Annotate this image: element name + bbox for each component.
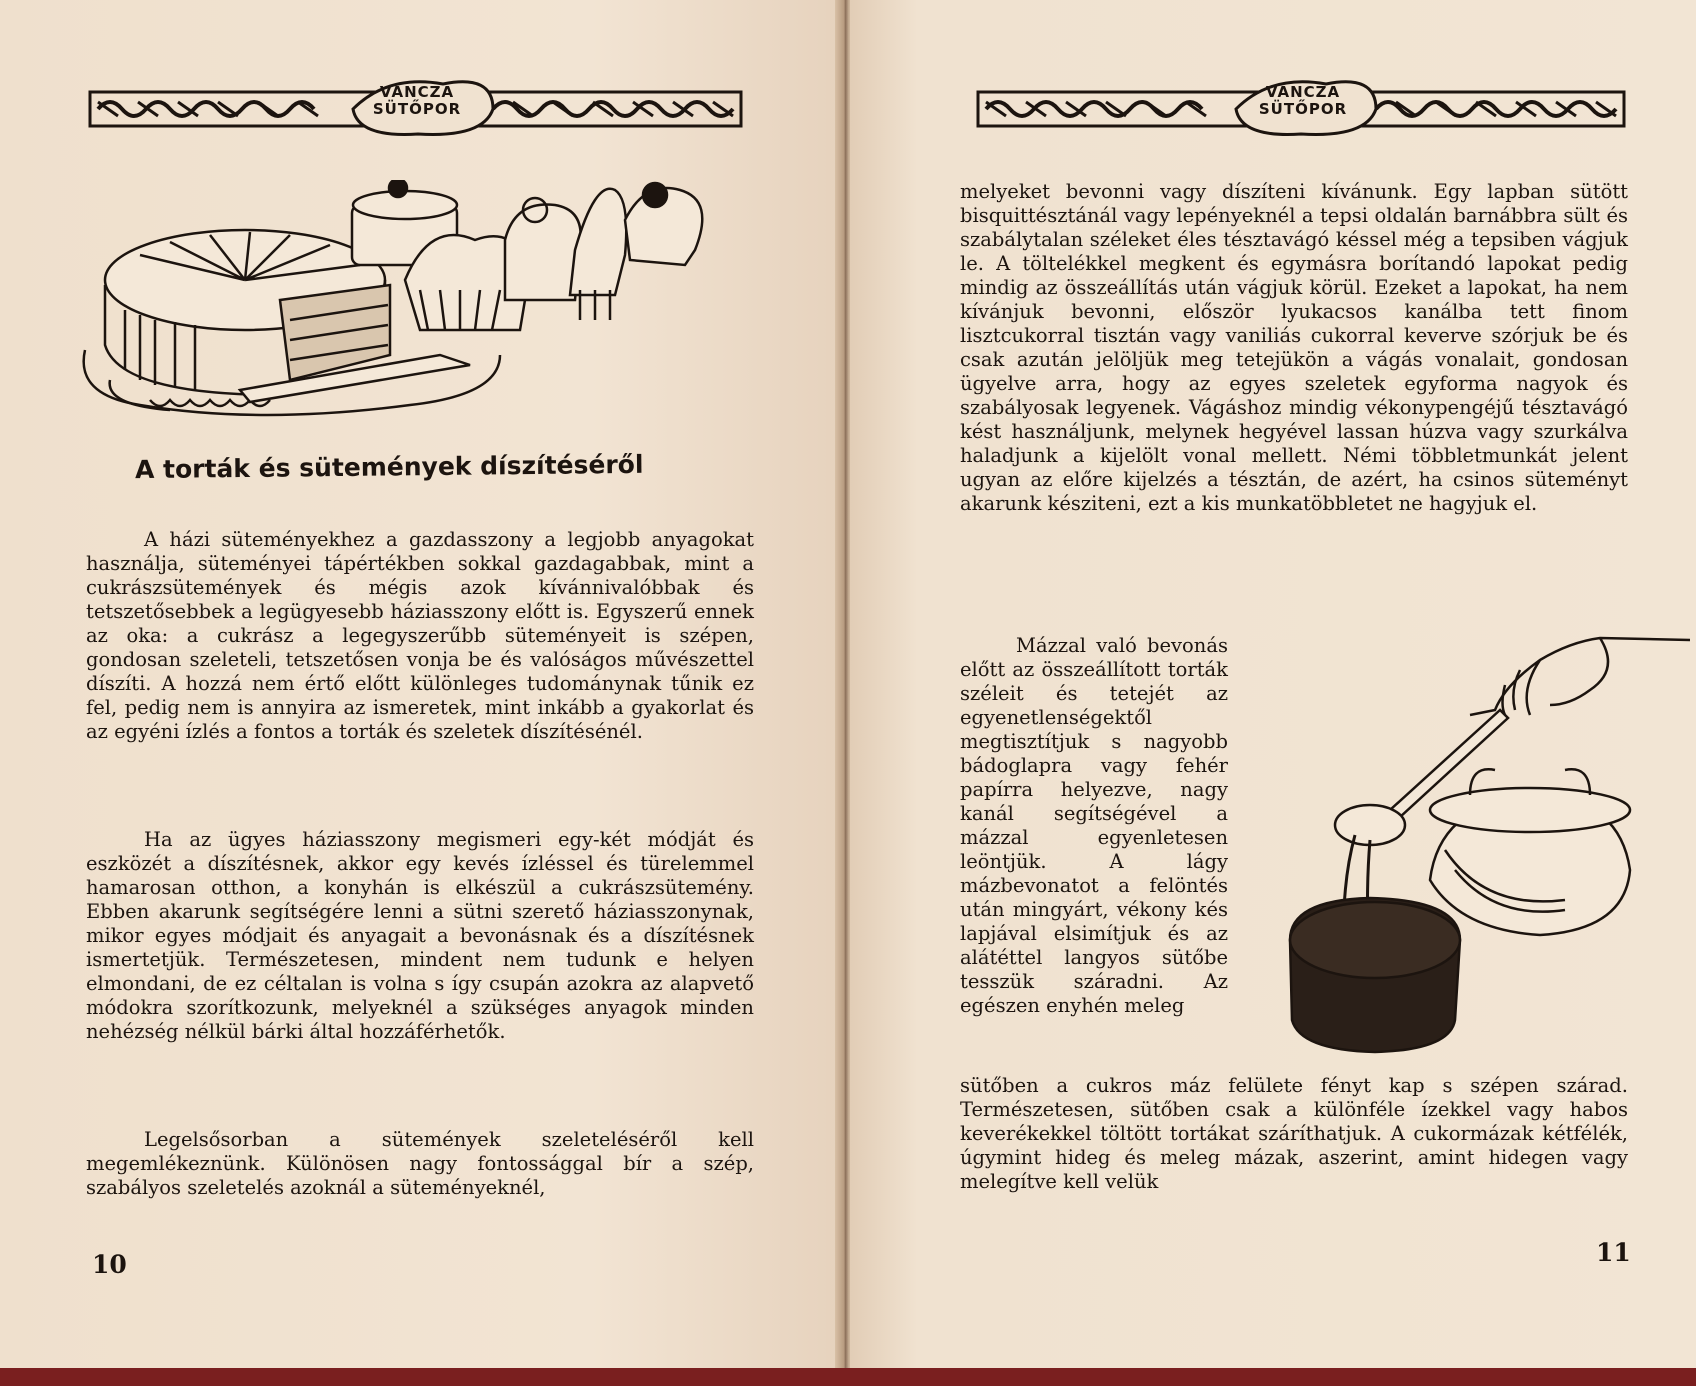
left-page bbox=[0, 0, 845, 1372]
paragraph-side: Mázzal való bevonás előtt az összeállított torták széleit és tetejét az egyenetlenségektől megtisztítjuk s nagyobb bádoglapra vagy fehér papírra helyezve, nagy kanál segítségével a mázzal egyenletesen leöntjük. A lágy mázbevonatot a felöntés után mingyárt, vékony kés lapjával elsimítjuk és az alátéttel langyos sütőbe tesszük száradni. Az egészen enyhén meleg bbox=[960, 634, 1228, 1017]
banner-logo-text bbox=[1244, 84, 1362, 118]
cakes-illustration bbox=[80, 180, 750, 425]
page-number-right: 11 bbox=[1596, 1238, 1631, 1267]
logo-line-1: VÁNCZA bbox=[379, 83, 455, 101]
paragraph-bottom: sütőben a cukros máz felülete fényt kap s szépen szárad. Természetesen, sütőben csak a különféle ízekkel vagy habos keverékekkel töltött tortákat száríthatjuk. A cukormázak kétfélék, úgymint hideg és meleg mázak, aszerint, amint hidegen vagy melegítve kell velük bbox=[960, 1074, 1628, 1193]
paragraph-2: Ha az ügyes háziasszony megismeri egy-két módját és eszközét a díszítésnek, akkor egy kevés ízléssel és türelemmel hamarosan otthon, a konyhán is elkészül a cukrászsütemény. Ebben akarunk segítségére lenni a sütni szerető háziasszonynak, mikor egyes módjait és anyagait a bevonásnak és a díszítésnek ismertetjük. Természetesen, mindent nem tudunk e helyen elmondani, de ez céltalan is volna s így csupán azokra az alapvető módokra szorítkozunk, melyeknél a szükséges anyagok minden nehézség nélkül bárki által hozzáférhetők. bbox=[86, 828, 754, 1043]
logo-line-1: VÁNCZA bbox=[1265, 83, 1341, 101]
book-cover-edge bbox=[0, 1368, 1696, 1386]
hand-spoon-glazing-drawing bbox=[1270, 630, 1690, 1060]
logo-line-2: SÜTŐPOR bbox=[1258, 100, 1348, 118]
vancza-banner-left bbox=[88, 80, 743, 138]
cake-pastry-drawing bbox=[80, 180, 750, 425]
paragraph-3: Legelsősorban a sütemények szeleteléséről kell megemlékeznünk. Különösen nagy fontossággal bír a szép, szabályos szeletelés azoknál a süteményeknél, bbox=[86, 1128, 754, 1199]
paragraph-1: A házi süteményekhez a gazdasszony a legjobb anyagokat használja, süteményei tápértékben sokkal gazdagabbak, mint a cukrászsütemények és mégis azok kívánnivalóbbak és tetszetősebbek a legügyesebb háziasszony előtt is. Egyszerű ennek az oka: a cukrász a legegyszerűbb süteményeit is szépen, gondosan szeleteli, tetszetősen vonja be és valóságos művészettel díszíti. A hozzá nem értő előtt különleges tudománynak tűnik ez fel, pedig nem is annyira az ismeretek, mint inkább a gyakorlat és az egyéni ízlés a fontos a torták és szeletek díszítésénél. bbox=[86, 528, 754, 743]
logo-line-2: SÜTŐPOR bbox=[372, 100, 462, 118]
section-heading: A torták és sütemények díszítéséről bbox=[134, 449, 644, 485]
paragraph-top: melyeket bevonni vagy díszíteni kívánunk. Egy lapban sütött bisquittésztánál vagy lepényeknél a tepsi oldalán barnábbra sült és szabálytalan széleket éles tésztavágó késsel még a tepsiben vágjuk le. A töltelékkel megkent és egymásra borítandó lapokat pedig mindig az összeállítás után vágjuk körül. Ezeket a lapokat, ha nem kívánjuk bevonni, először lyukacsos kanálba tett finom lisztcukorral tisztán vagy vaniliás cukorral keverve szórjuk be és csak azután jelöljük meg tetejükön a vágás vonalait, gondosan ügyelve arra, hogy az egyes szeletek egyforma nagyok és szabályosak legyenek. Vágáshoz mindig vékonypengéjű tésztavágó kést használjunk, melynek hegyével lassan húzva vagy szurkálva haladjunk a kijelölt vonal mellett. Némi többletmunkát jelent ugyan az előre kijelzés a tésztán, de azért, ha csinos süteményt akarunk késziteni, ezt a kis munkatöbbletet ne hagyjuk el. bbox=[960, 180, 1628, 515]
page-number-left: 10 bbox=[92, 1250, 127, 1279]
right-page bbox=[850, 0, 1696, 1372]
glazing-illustration bbox=[1270, 630, 1690, 1060]
banner-logo-text bbox=[358, 84, 476, 118]
vancza-banner-right bbox=[976, 80, 1626, 138]
